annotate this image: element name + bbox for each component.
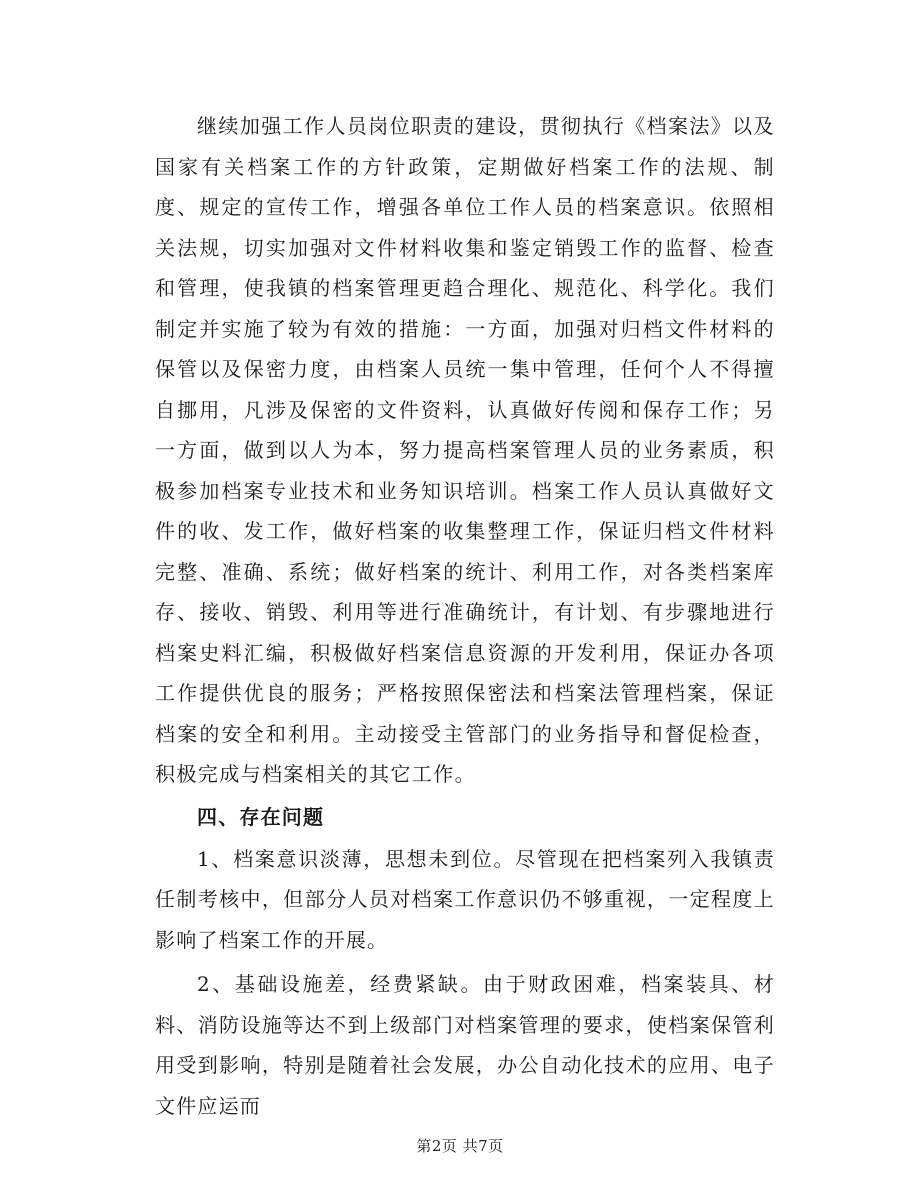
document-body [155,106,775,1126]
section-heading: 四、存在问题 [197,804,325,829]
list-item: 1、档案意识淡薄，思想未到位。尽管现在把档案列入我镇责任制考核中，但部分人员对档案工作意识仍不够重视，一定程度上影响了档案工作的开展。 [155,846,775,952]
body-paragraph: 继续加强工作人员岗位职责的建设，贯彻执行《档案法》以及国家有关档案工作的方针政策，定期做好档案工作的法规、制度、规定的宣传工作，增强各单位工作人员的档案意识。依照相关法规，切实加强对文件材料收集和鉴定销毁工作的监督、检查和管理，使我镇的档案管理更趋合理化、规范化、科学化。我们制定并实施了较为有效的措施：一方面，加强对归档文件材料的保管以及保密力度，由档案人员统一集中管理，任何个人不得擅自挪用，凡涉及保密的文件资料，认真做好传阅和保存工作；另一方面，做到以人为本，努力提高档案管理人员的业务素质，积极参加档案专业技术和业务知识培训。档案工作人员认真做好文件的收、发工作，做好档案的收集整理工作，保证归档文件材料完整、准确、系统；做好档案的统计、利用工作，对各类档案库存、接收、销毁、利用等进行准确统计，有计划、有步骤地进行档案史料汇编，积极做好档案信息资源的开发利用，保证办各项工作提供优良的服务；严格按照保密法和档案法管理档案，保证档案的安全和利用。主动接受主管部门的业务指导和督促检查，积极完成与档案相关的其它工作。 [155,114,775,786]
list-item: 2、基础设施差，经费紧缺。由于财政困难，档案装具、材料、消防设施等达不到上级部门对档案管理的要求，使档案保管利用受到影响，特别是随着社会发展，办公自动化技术的应用、电子文件应运而 [155,972,775,1118]
page-number: 第2页 共7页 [416,1137,504,1155]
